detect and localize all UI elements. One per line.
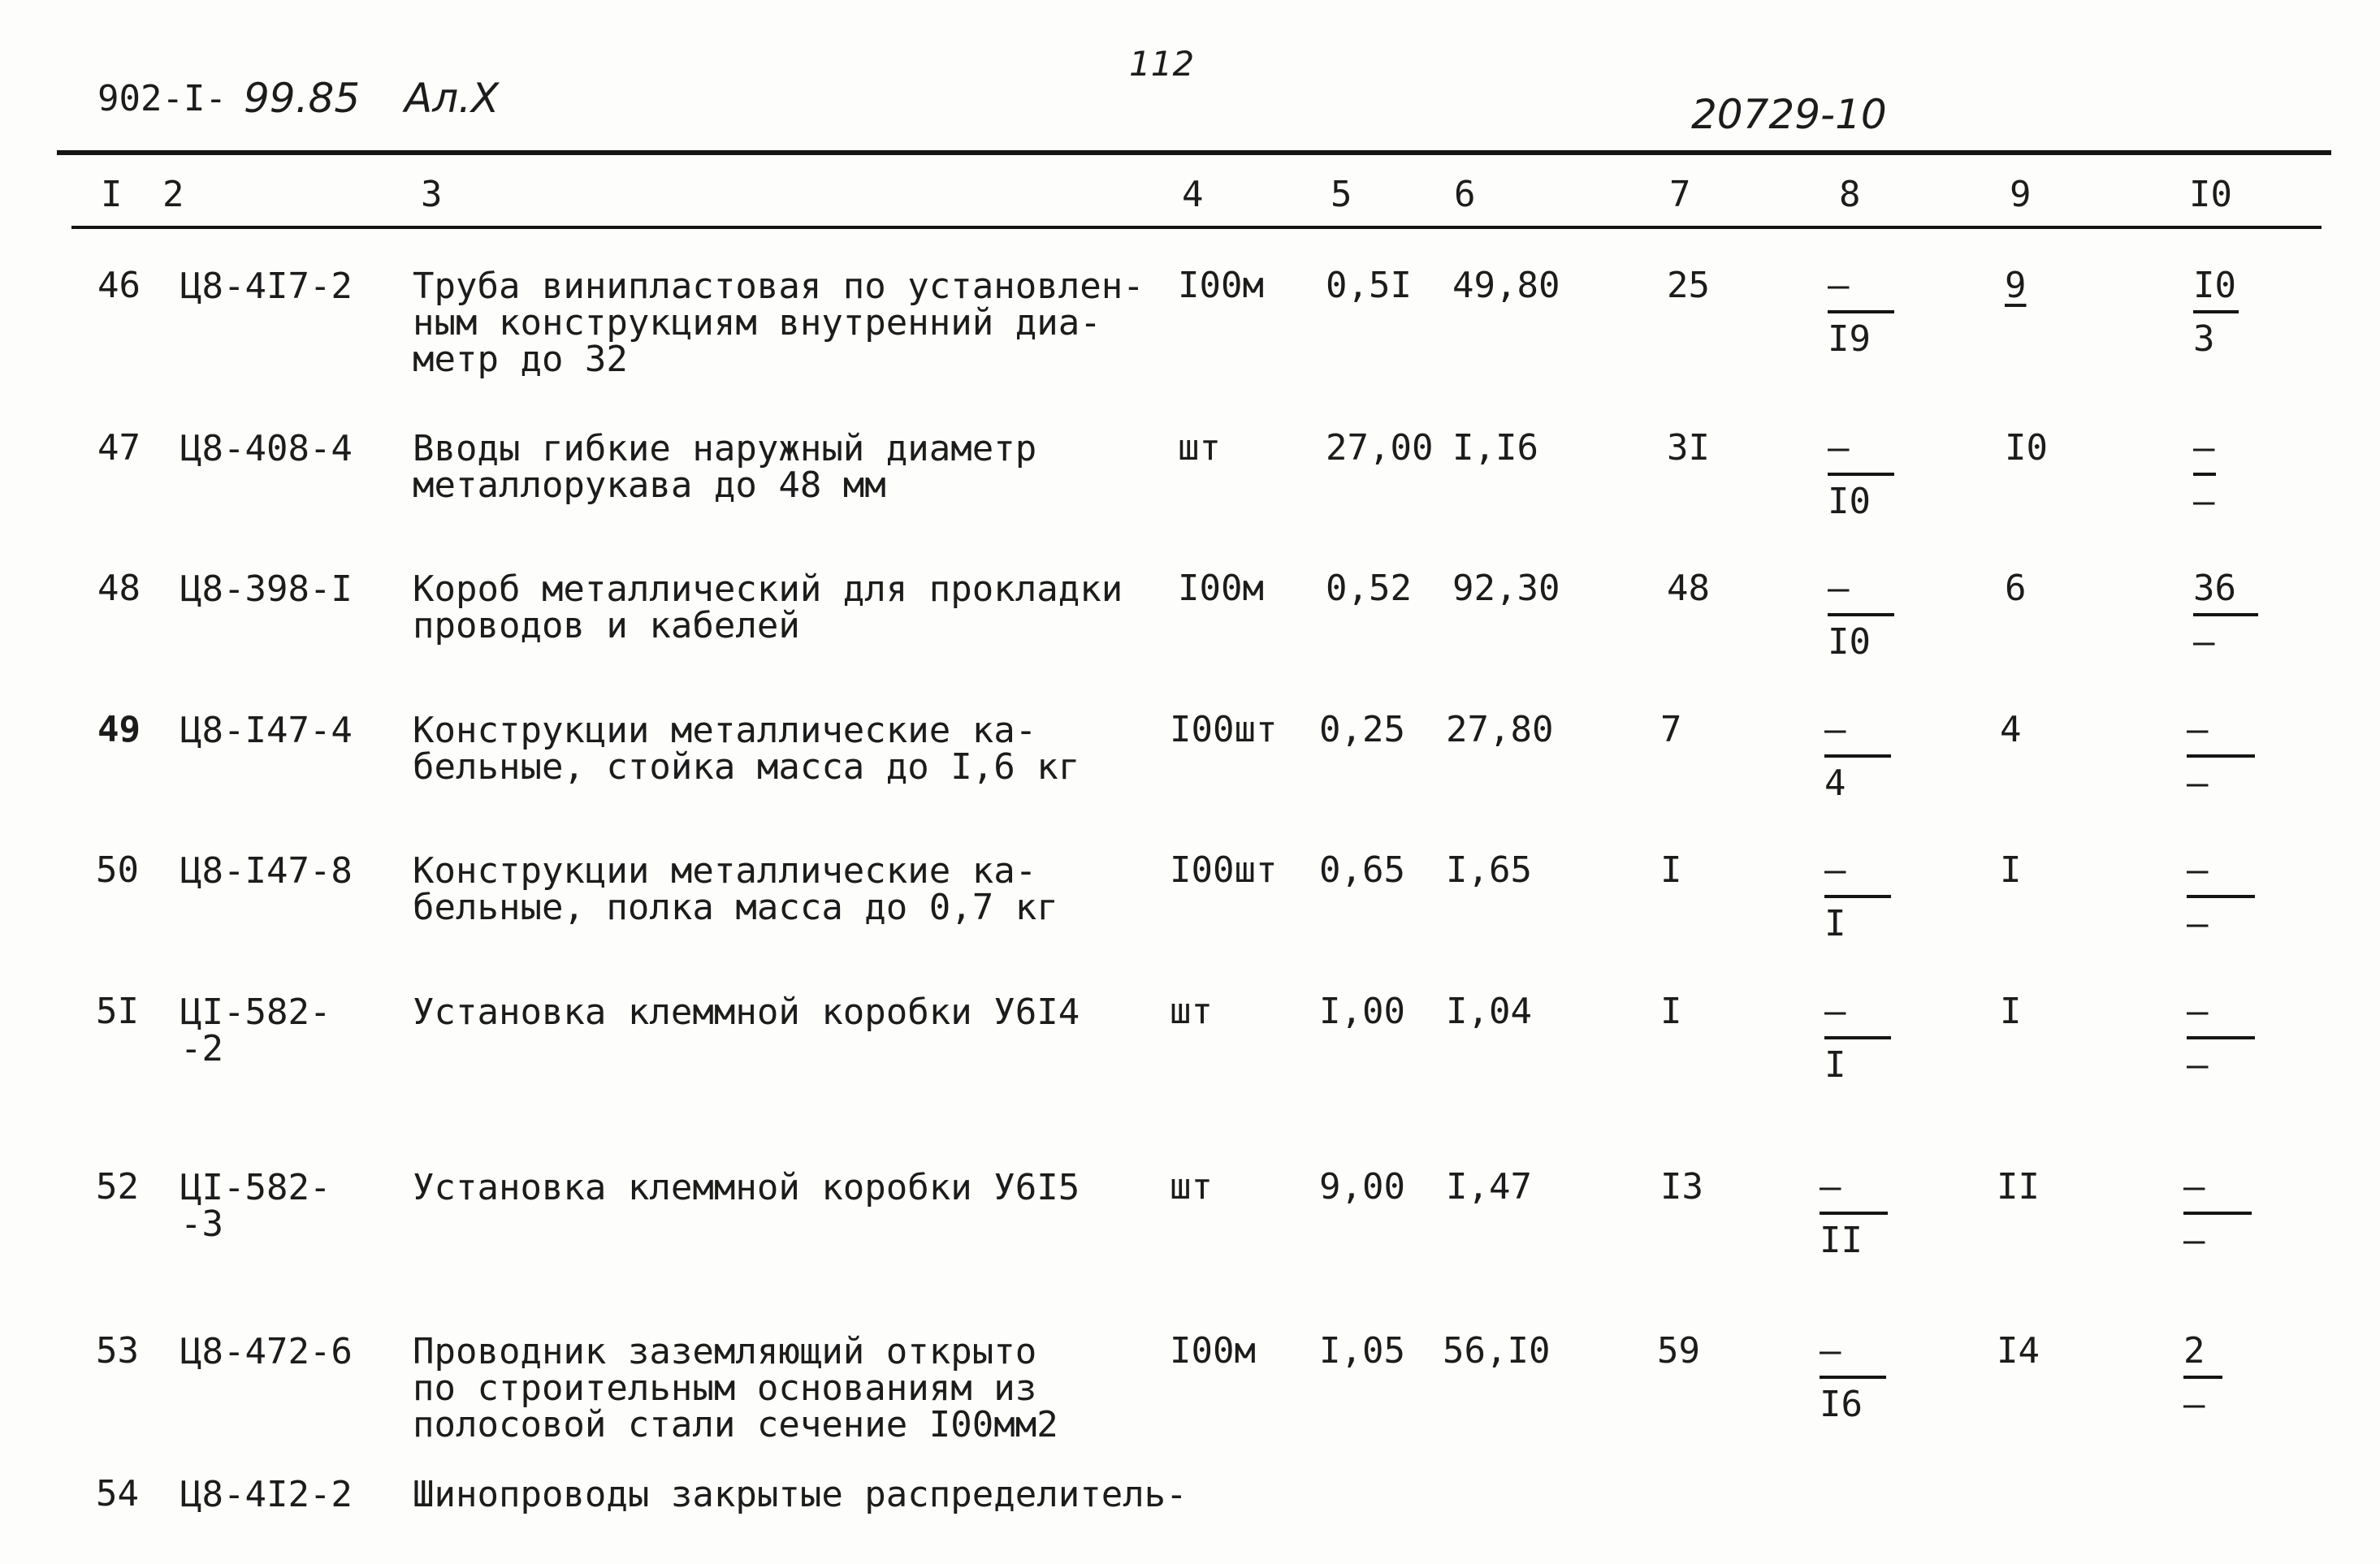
col8-denominator: II [1820, 1220, 1863, 1261]
col8-numerator: – [1824, 991, 1846, 1032]
row-col7: 48 [1667, 568, 1710, 609]
fraction-bar [2187, 1036, 2255, 1039]
fraction-bar [2193, 613, 2258, 616]
row-col9: 9 [2005, 265, 2027, 306]
row-price: 56,I0 [1443, 1330, 1551, 1372]
col10-numerator: – [2187, 991, 2209, 1032]
row-unit: I00шт [1170, 709, 1278, 750]
row-code: Ц8-I47-8 [180, 850, 353, 892]
col8-denominator: I [1824, 903, 1846, 944]
col8-numerator: – [1824, 709, 1846, 750]
row-price: 49,80 [1452, 265, 1560, 306]
row-col10-fraction [2193, 427, 2283, 528]
fraction-bar [1824, 754, 1891, 758]
header-rule-top [57, 150, 2331, 155]
row-description: Шинопроводы закрытые распределитель- [413, 1474, 1188, 1515]
row-code: Ц8-398-I [180, 568, 353, 610]
row-price: 27,80 [1446, 709, 1554, 750]
row-price: I,04 [1446, 991, 1532, 1032]
row-unit: I00шт [1170, 849, 1278, 891]
col10-numerator: – [2193, 427, 2215, 469]
row-price: 92,30 [1452, 568, 1560, 609]
row-description: Установка клеммной коробки У6I5 [413, 1167, 1080, 1208]
col8-denominator: 4 [1824, 763, 1846, 804]
header-rule-bottom [71, 226, 2322, 229]
row-col9: I0 [2005, 427, 2048, 469]
row-col9: I4 [1997, 1330, 2040, 1372]
row-unit: шт [1170, 1166, 1213, 1208]
row-col8-fraction [1824, 709, 1914, 810]
row-code: ЦI-582- -2 [180, 992, 331, 1069]
row-code: Ц8-408-4 [180, 428, 353, 469]
row-code: Ц8-472-6 [180, 1331, 353, 1372]
fraction-bar [2183, 1212, 2252, 1215]
row-col9: I [2000, 849, 2022, 891]
col-header-9: 9 [2010, 174, 2032, 215]
row-number: 52 [96, 1166, 139, 1208]
row-description: Труба винипластовая по установлен- ным конструкциям внутренний диа- метр до 32 [413, 266, 1145, 380]
row-code: Ц8-4I7-2 [180, 266, 353, 307]
col8-numerator: – [1820, 1166, 1841, 1208]
series-code: 902-I- [97, 78, 227, 119]
row-number: 48 [97, 568, 141, 609]
col8-denominator: I0 [1828, 481, 1871, 522]
col8-denominator: I9 [1828, 318, 1871, 360]
col8-denominator: I0 [1828, 621, 1871, 663]
row-col10-fraction [2187, 709, 2276, 810]
row-col7: 25 [1667, 265, 1710, 306]
row-quantity: 27,00 [1326, 427, 1434, 469]
row-quantity: I,00 [1319, 991, 1405, 1032]
col8-denominator: I6 [1820, 1384, 1863, 1425]
row-quantity: 0,5I [1326, 265, 1412, 306]
fraction-bar [1828, 473, 1894, 476]
row-col9: 4 [2000, 709, 2022, 750]
col10-denominator: – [2183, 1384, 2205, 1425]
col10-numerator: – [2187, 849, 2209, 891]
col8-numerator: – [1820, 1330, 1841, 1372]
row-col9: II [1997, 1166, 2040, 1208]
fraction-bar [1824, 1036, 1891, 1039]
col10-numerator: 2 [2183, 1330, 2205, 1372]
col10-denominator: – [2187, 903, 2209, 944]
fraction-bar [2183, 1376, 2222, 1379]
row-col8-fraction [1824, 849, 1914, 950]
row-col10-fraction [2183, 1166, 2273, 1267]
series-suffix: 99.85 [244, 75, 361, 122]
row-col7: I [1660, 849, 1682, 891]
row-col7: 3I [1667, 427, 1710, 469]
col8-numerator: – [1828, 427, 1850, 469]
row-col7: 7 [1660, 709, 1682, 750]
col-header-10: I0 [2189, 174, 2232, 215]
row-quantity: 0,25 [1319, 709, 1405, 750]
fraction-bar [1828, 613, 1894, 616]
row-number: 47 [97, 427, 141, 469]
row-col7: 59 [1657, 1330, 1700, 1372]
col10-denominator: – [2193, 481, 2215, 522]
fraction-bar [2187, 754, 2255, 758]
row-description: Конструкции металлические ка- бельные, стойка масса до I,6 кг [413, 710, 1080, 788]
row-price: I,65 [1446, 849, 1532, 891]
row-unit: I00м [1178, 568, 1264, 609]
row-number: 50 [96, 849, 139, 891]
row-number: 49 [97, 709, 141, 750]
doc-number: 20729-10 [1691, 91, 1887, 138]
col-header-8: 8 [1839, 174, 1861, 215]
col8-numerator: – [1828, 568, 1850, 609]
col10-numerator: – [2183, 1166, 2205, 1208]
row-quantity: I,05 [1319, 1330, 1405, 1372]
col-header-7: 7 [1669, 174, 1691, 215]
col-header-4: 4 [1182, 174, 1204, 215]
row-col9: 6 [2005, 568, 2027, 609]
row-col8-fraction [1820, 1166, 1909, 1267]
row-unit: I00м [1170, 1330, 1256, 1372]
row-code: ЦI-582- -3 [180, 1167, 331, 1245]
col10-denominator: 3 [2193, 318, 2215, 360]
row-col10-fraction [2183, 1330, 2273, 1431]
row-number: 46 [97, 265, 141, 306]
row-description: Проводник заземляющий открыто по строительным основаниям из полосовой стали сечение I00мм2 [413, 1331, 1058, 1445]
col8-numerator: – [1828, 265, 1850, 306]
row-unit: шт [1178, 427, 1221, 469]
album-label: Ал.X [405, 75, 500, 122]
row-number: 5I [96, 991, 139, 1032]
fraction-bar [2193, 473, 2216, 476]
fraction-bar [1820, 1376, 1886, 1379]
row-quantity: 9,00 [1319, 1166, 1405, 1208]
col10-numerator: 36 [2193, 568, 2236, 609]
row-col8-fraction [1828, 568, 1917, 668]
row-col9: I [2000, 991, 2022, 1032]
row-price: I,I6 [1452, 427, 1538, 469]
row-description: Установка клеммной коробки У6I4 [413, 992, 1080, 1033]
row-description: Короб металлический для прокладки проводов и кабелей [413, 568, 1123, 646]
page-number: 112 [1129, 44, 1195, 84]
fraction-bar [2193, 310, 2239, 313]
fraction-bar [2187, 895, 2255, 898]
row-code: Ц8-4I2-2 [180, 1474, 353, 1515]
row-col10-fraction [2193, 265, 2283, 365]
row-col10-fraction [2187, 849, 2276, 950]
col10-denominator: – [2187, 763, 2209, 804]
row-unit: I00м [1178, 265, 1264, 306]
col8-numerator: – [1824, 849, 1846, 891]
row-col7: I [1660, 991, 1682, 1032]
row-quantity: 0,52 [1326, 568, 1412, 609]
row-description: Вводы гибкие наружный диаметр металлорукава до 48 мм [413, 428, 1037, 506]
row-code: Ц8-I47-4 [180, 710, 353, 751]
fraction-bar [1824, 895, 1891, 898]
col10-denominator: – [2193, 621, 2215, 663]
col-header-2: 2 [162, 174, 184, 215]
row-col7: I3 [1660, 1166, 1703, 1208]
row-quantity: 0,65 [1319, 849, 1405, 891]
col-header-5: 5 [1331, 174, 1352, 215]
col10-numerator: – [2187, 709, 2209, 750]
row-col8-fraction [1828, 265, 1917, 365]
col-header-6: 6 [1454, 174, 1476, 215]
col8-denominator: I [1824, 1044, 1846, 1086]
row-col10-fraction [2193, 568, 2283, 668]
fraction-bar [1828, 310, 1894, 313]
col10-denominator: – [2183, 1220, 2205, 1261]
row-description: Конструкции металлические ка- бельные, полка масса до 0,7 кг [413, 850, 1058, 928]
row-col10-fraction [2187, 991, 2276, 1091]
fraction-bar [1820, 1212, 1888, 1215]
row-number: 53 [96, 1330, 139, 1372]
col-header-3: 3 [421, 174, 443, 215]
row-col8-fraction [1824, 991, 1914, 1091]
row-col8-fraction [1828, 427, 1917, 528]
col-header-1: I [101, 174, 123, 215]
row-unit: шт [1170, 991, 1213, 1032]
row-number: 54 [96, 1473, 139, 1514]
row-col8-fraction [1820, 1330, 1909, 1431]
col10-numerator: I0 [2193, 265, 2236, 306]
row-price: I,47 [1446, 1166, 1532, 1208]
col10-denominator: – [2187, 1044, 2209, 1086]
